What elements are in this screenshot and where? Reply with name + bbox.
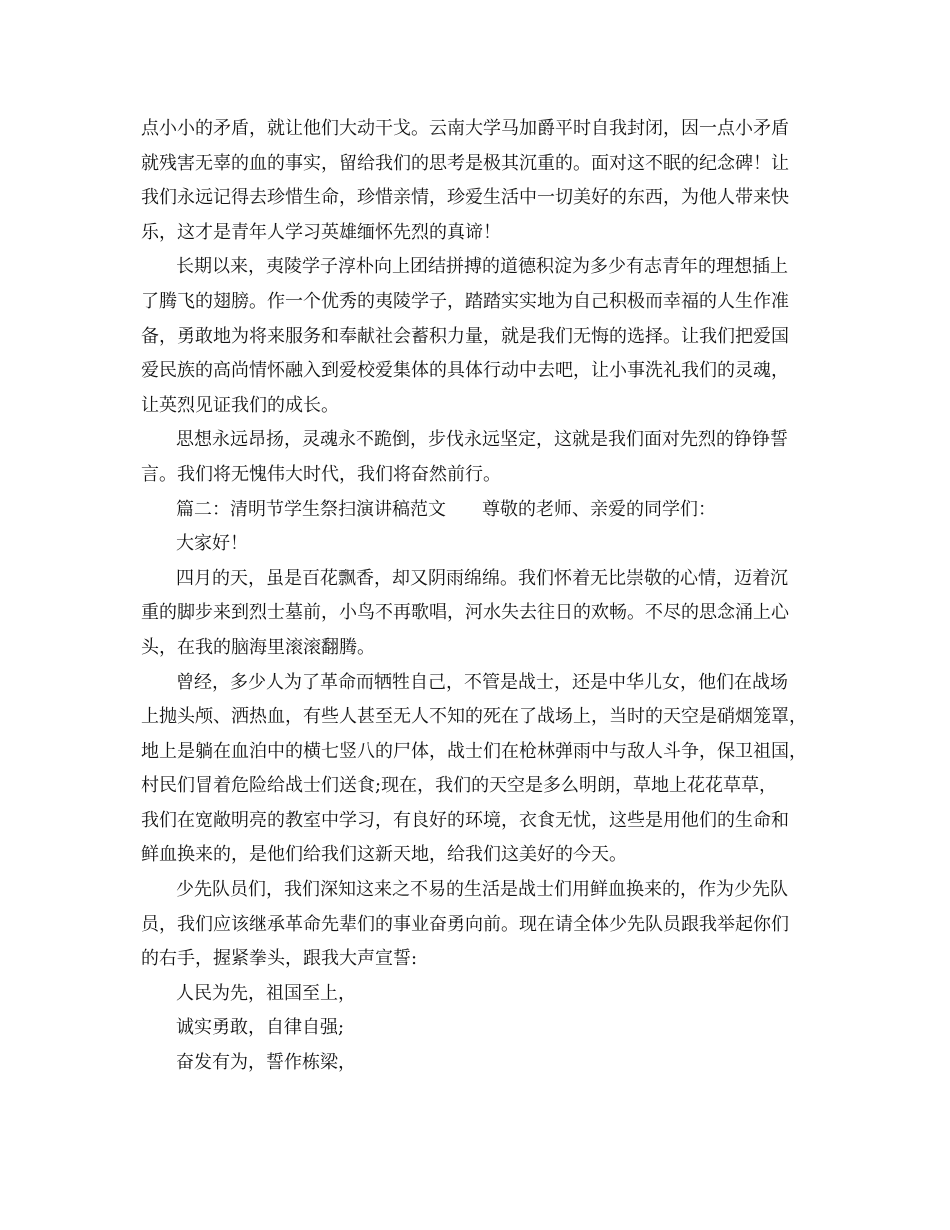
paragraph-line: 鲜血换来的，是他们给我们这新天地，给我们这美好的今天。: [141, 844, 627, 866]
paragraph-line: 言。我们将无愧伟大时代，我们将奋然前行。: [141, 463, 501, 485]
paragraph-line: 曾经，多少人为了革命而牺牲自己，不管是战士，还是中华儿女，他们在战场: [176, 671, 788, 693]
paragraph-line: 爱民族的高尚情怀融入到爱校爱集体的具体行动中去吧，让小事洗礼我们的灵魂，: [141, 360, 789, 382]
paragraph-line: 村民们冒着危险给战士们送食;现在，我们的天空是多么明朗，草地上花花草草，: [141, 775, 778, 797]
paragraph-line: 点小小的矛盾，就让他们大动干戈。云南大学马加爵平时自我封闭，因一点小矛盾: [141, 118, 789, 139]
paragraph-line: 就残害无辜的血的事实，留给我们的思考是极其沉重的。面对这不眠的纪念碑！让: [141, 152, 789, 174]
paragraph-line: 头，在我的脑海里滚滚翻腾。: [141, 636, 375, 658]
paragraph-line: 备，勇敢地为将来服务和奉献社会蓄积力量，就是我们无悔的选择。让我们把爱国: [141, 325, 789, 347]
paragraph-line: 我们在宽敞明亮的教室中学习，有良好的环境，衣食无忧，这些是用他们的生命和: [141, 809, 789, 831]
paragraph-line: 地上是躺在血泊中的横七竖八的尸体，战士们在枪林弹雨中与敌人斗争，保卫祖国，: [141, 740, 807, 762]
paragraph-line: 乐，这才是青年人学习英雄缅怀先烈的真谛！: [141, 221, 501, 243]
oath-line: 诚实勇敢，自律自强;: [176, 1017, 345, 1039]
oath-line: 人民为先，祖国至上，: [176, 982, 356, 1004]
paragraph-line: 四月的天，虽是百花飘香，却又阴雨绵绵。我们怀着无比崇敬的心情，迈着沉: [176, 567, 788, 589]
paragraph-line: 的右手，握紧拳头，跟我大声宣誓:: [141, 948, 418, 970]
paragraph-line: 让英烈见证我们的成长。: [141, 394, 339, 416]
section-title: 篇二：清明节学生祭扫演讲稿范文: [176, 498, 446, 520]
document-body: [141, 112, 831, 1081]
paragraph-line: 思想永远昂扬，灵魂永不跪倒，步伐永远坚定，这就是我们面对先烈的铮铮誓: [176, 429, 788, 451]
paragraph-line: 重的脚步来到烈士墓前，小鸟不再歌唱，河水失去往日的欢畅。不尽的思念涌上心: [141, 602, 789, 624]
section-heading-line: [141, 493, 831, 528]
paragraph-line: 员，我们应该继承革命先辈们的事业奋勇向前。现在请全体少先队员跟我举起你们: [141, 913, 789, 935]
paragraph-line: 我们永远记得去珍惜生命，珍惜亲情，珍爱生活中一切美好的东西，为他人带来快: [141, 187, 789, 209]
section-greeting: 尊敬的老师、亲爱的同学们：: [482, 498, 716, 520]
paragraph-line: 大家好！: [176, 533, 248, 555]
paragraph-line: 了腾飞的翅膀。作一个优秀的夷陵学子，踏踏实实地为自己积极而幸福的人生作准: [141, 290, 789, 312]
paragraph-line: 少先队员们，我们深知这来之不易的生活是战士们用鲜血换来的，作为少先队: [176, 879, 788, 901]
paragraph-line: 长期以来，夷陵学子淳朴向上团结拼搏的道德积淀为多少有志青年的理想插上: [176, 256, 788, 278]
paragraph-line: 上抛头颅、洒热血，有些人甚至无人不知的死在了战场上，当时的天空是硝烟笼罩，: [141, 706, 807, 728]
oath-line: 奋发有为，誓作栋梁，: [176, 1052, 356, 1074]
